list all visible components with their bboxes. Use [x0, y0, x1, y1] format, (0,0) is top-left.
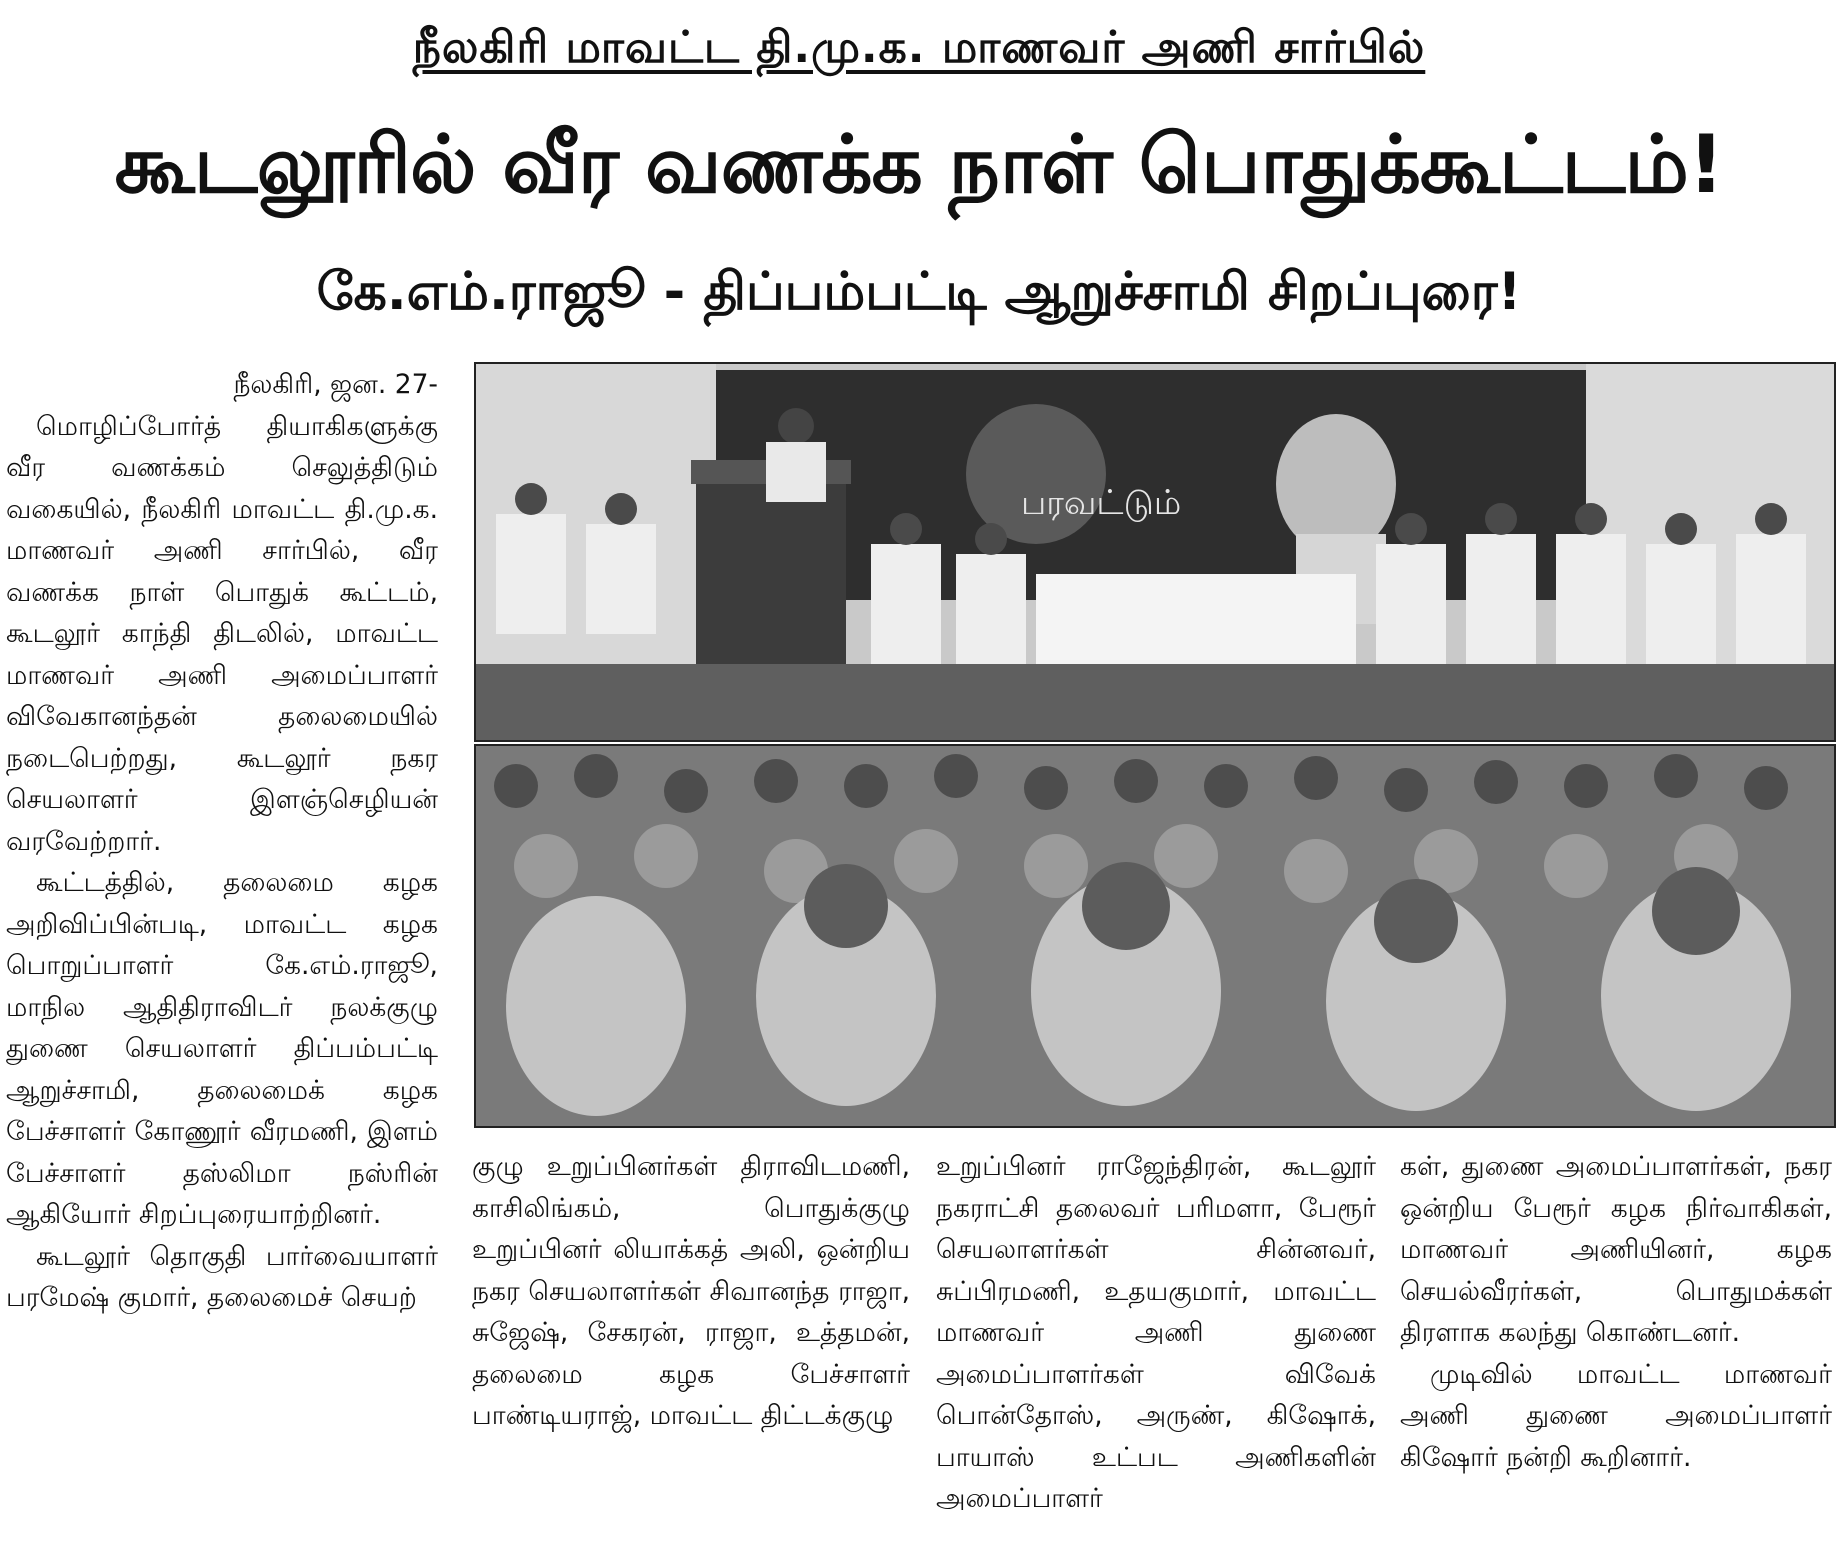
- main-headline: கூடலூரில் வீர வணக்க நாள் பொதுக்கூட்டம்!: [114, 118, 1724, 211]
- paragraph: மொழிப்போர்த் தியாகிகளுக்கு வீர வணக்கம் செலுத்திடும் வகையில், நீலகிரி மாவட்ட தி.மு.க. மாணவர் அணி சார்பில், வீர வணக்க நாள் பொதுக் கூட்டம், கூடலூர் காந்தி திடலில், மாவட்ட மாணவர் அணி அமைப்பாளர் விவேகானந்தன் தலைமையில் நடைபெற்றது, கூடலூர் நகர செயலாளர் இளஞ்செழியன் வரவேற்றார்.: [6, 410, 438, 857]
- dateline: நீலகிரி, ஜன. 27-: [233, 369, 438, 400]
- stage-photo: [474, 362, 1836, 742]
- article-column-4: [1400, 1146, 1832, 1560]
- paragraph: குழு உறுப்பினர்கள் திராவிடமணி, காசிலிங்கம், பொதுக்குழு உறுப்பினர் லியாக்கத் அலி, ஒன்றிய நகர செயலாளர்கள் சிவானந்த ராஜா, சுஜேஷ், சேகரன், ராஜா, உத்தமன், தலைமை கழக பேச்சாளர் பாண்டியராஜ், மாவட்ட திட்டக்குழு: [472, 1151, 910, 1431]
- crowd-photo: [474, 744, 1836, 1128]
- paragraph: முடிவில் மாவட்ட மாணவர் அணி துணை அமைப்பாளர் கிஷோர் நன்றி கூறினார்.: [1400, 1358, 1832, 1473]
- paragraph: கூடலூர் தொகுதி பார்வையாளர் பரமேஷ் குமார், தலைமைச் செயற்: [6, 1240, 438, 1313]
- article-column-2: [472, 1146, 910, 1560]
- kicker-headline: நீலகிரி மாவட்ட தி.மு.க. மாணவர் அணி சார்பில்: [412, 22, 1426, 73]
- svg-text:பரவட்டும்: பரவட்டும்: [1021, 483, 1182, 523]
- paragraph: கூட்டத்தில், தலைமை கழக அறிவிப்பின்படி, மாவட்ட கழக பொறுப்பாளர் கே.எம்.ராஜூ, மாநில ஆதிதிராவிடர் நலக்குழு துணை செயலாளர் திப்பம்பட்டி ஆறுச்சாமி, தலைமைக் கழக பேச்சாளர் கோணூர் வீரமணி, இளம் பேச்சாளர் தஸ்லிமா நஸ்ரின் ஆகியோர் சிறப்புரையாற்றினர்.: [6, 867, 438, 1230]
- article-column-3: [936, 1146, 1376, 1560]
- article-column-1: [6, 364, 438, 1560]
- paragraph: உறுப்பினர் ராஜேந்திரன், கூடலூர் நகராட்சி தலைவர் பரிமளா, பேரூர் செயலாளர்கள் சின்னவர், சுப்பிரமணி, உதயகுமார், மாவட்ட மாணவர் அணி துணை அமைப்பாளர்கள் விவேக் பொன்தோஸ், அருண், கிஷோக், பாயாஸ் உட்பட அணிகளின் அமைப்பாளர்: [936, 1151, 1376, 1514]
- crowd-photo-image: [476, 746, 1834, 1126]
- paragraph: கள், துணை அமைப்பாளர்கள், நகர ஒன்றிய பேரூர் கழக நிர்வாகிகள், மாணவர் அணியினர், கழக செயல்வீரர்கள், பொதுமக்கள் திரளாக கலந்து கொண்டனர்.: [1400, 1151, 1832, 1348]
- sub-headline: கே.எம்.ராஜூ - திப்பம்பட்டி ஆறுச்சாமி சிறப்புரை!: [316, 262, 1522, 322]
- stage-photo-image: [476, 364, 1834, 740]
